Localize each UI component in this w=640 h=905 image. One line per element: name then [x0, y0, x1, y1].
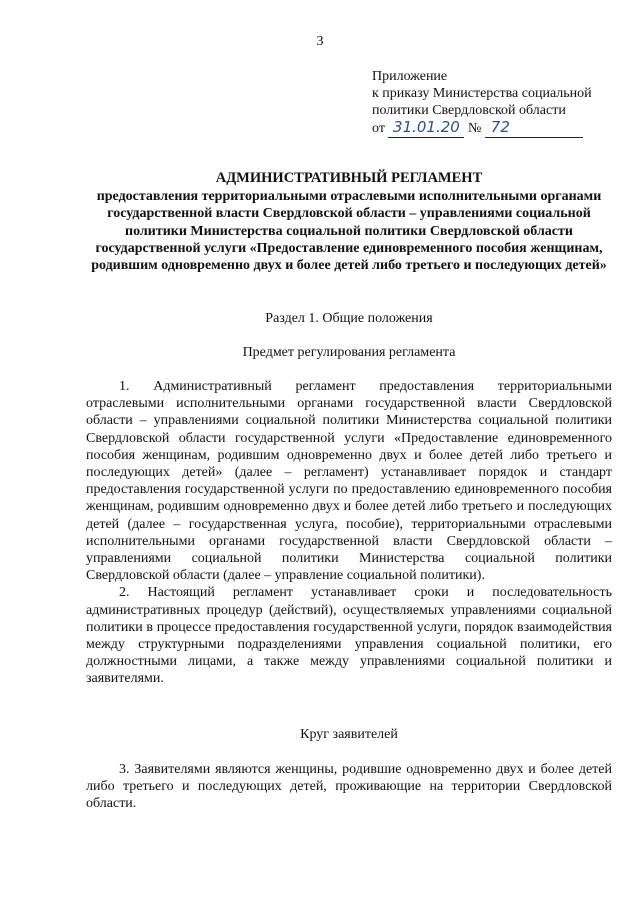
- title-subtitle: предоставления территориальными отраслевыми исполнительными органами государственной власти Свердловской области – управлениями социальной политики Министерства социальной политики Свердловской области государственной услуги «Предоставление единовременного пособия женщинам, родившим одновременно двух и более детей либо третьего и последующих детей»: [91, 189, 607, 274]
- title-main: АДМИНИСТРАТИВНЫЙ РЕГЛАМЕНТ: [215, 170, 483, 186]
- appendix-line: к приказу Министерства социальной: [372, 86, 592, 101]
- number-label: №: [467, 121, 482, 136]
- section-heading: Раздел 1. Общие положения: [265, 311, 433, 326]
- appendix-line: Приложение: [372, 69, 448, 84]
- date-field: [388, 119, 464, 138]
- paragraph: 2. Настоящий регламент устанавливает сроки и последовательность административных процедур (действий), осуществляемых управлениями социальной политики в процессе предоставления государственной услуги, порядок взаимодействия между структурными подразделениями управления социальной политики, его должностными лицами, а также между управлениями социальной политики и заявителями.: [86, 585, 612, 687]
- number-field: [485, 119, 583, 138]
- applicants-paragraphs: [86, 761, 612, 813]
- subject-heading: Предмет регулирования регламента: [242, 345, 456, 360]
- appendix-date-line: [372, 119, 622, 138]
- subject-paragraphs: [86, 378, 612, 688]
- paragraph: 3. Заявителями являются женщины, родившие одновременно двух и более детей либо третьего и последующих детей, проживающие на территории Свердловской области.: [86, 762, 612, 812]
- appendix-block: [372, 68, 622, 138]
- paragraph: 1. Административный регламент предоставления территориальными отраслевыми исполнительными органами государственной власти Свердловской области – управлениями социальной политики Министерства социальной политики Свердловской области государственной услуги «Предоставление единовременного пособия женщинам, родившим одновременно двух и более детей либо третьего и последующих детей» (далее – регламент) устанавливает порядок и стандарт предоставления государственной услуги по предоставлению единовременного пособия женщинам, родившим одновременно двух и более детей либо третьего и последующих детей (далее – государственная услуга, пособие), территориальными отраслевыми исполнительными органами государственной власти Свердловской области – управлениями социальной политики Министерства социальной политики Свердловской области (далее – управление социальной политики).: [86, 379, 612, 584]
- document-title: [86, 170, 612, 274]
- applicants-heading: Круг заявителей: [300, 727, 398, 742]
- from-label: от: [372, 121, 385, 136]
- handwritten-number: 72: [490, 118, 510, 136]
- appendix-line: политики Свердловской области: [372, 103, 566, 118]
- handwritten-date: 31.01.20: [393, 118, 460, 136]
- page-number: 3: [316, 34, 324, 49]
